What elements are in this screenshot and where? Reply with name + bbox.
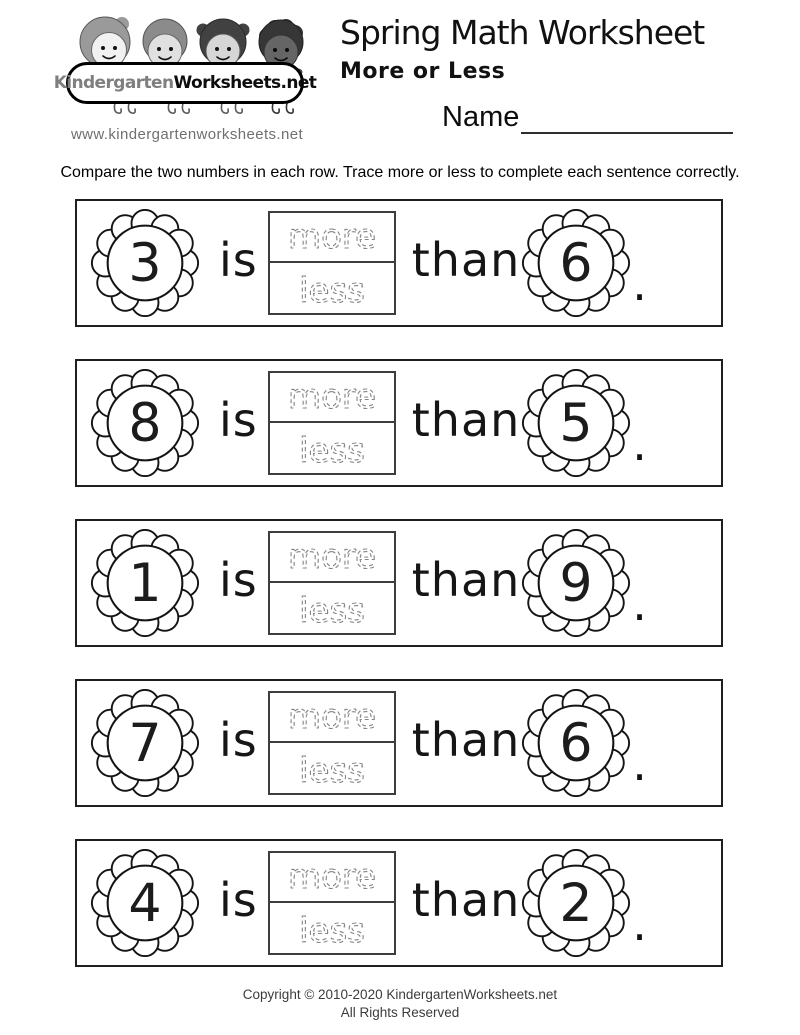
- sentence-period: .: [632, 417, 647, 471]
- rights-text: All Rights Reserved: [340, 1004, 460, 1020]
- header: [53, 13, 750, 143]
- trace-less-area[interactable]: [270, 743, 394, 793]
- flower-icon: [522, 369, 630, 477]
- name-line: [340, 100, 750, 134]
- right-number: 9: [559, 554, 593, 614]
- left-number: 7: [128, 714, 162, 774]
- svg-text:less: less: [298, 911, 365, 950]
- sentence-period: .: [632, 257, 647, 311]
- flower-icon: [91, 529, 199, 637]
- trace-more-area[interactable]: [270, 693, 394, 743]
- site-logo: [53, 14, 317, 143]
- left-number: 8: [128, 394, 162, 454]
- left-number: 4: [128, 874, 162, 934]
- legs-icon: [77, 103, 297, 118]
- trace-box[interactable]: [268, 851, 396, 955]
- sentence-period: .: [632, 577, 647, 631]
- problem-row-4: [75, 679, 723, 807]
- trace-word-more: [276, 856, 388, 898]
- left-number: 3: [128, 234, 162, 294]
- trace-box[interactable]: [268, 371, 396, 475]
- svg-text:more: more: [287, 537, 376, 577]
- trace-word-less: [276, 266, 388, 310]
- problem-row-3: [75, 519, 723, 647]
- name-label: Name: [442, 100, 520, 133]
- svg-text:less: less: [298, 751, 365, 790]
- trace-more-area[interactable]: [270, 533, 394, 583]
- trace-word-more: [276, 536, 388, 578]
- page-subtitle: More or Less: [340, 58, 506, 84]
- trace-word-more: [276, 216, 388, 258]
- flower-icon: [522, 689, 630, 797]
- trace-box[interactable]: [268, 211, 396, 315]
- trace-word-less: [276, 746, 388, 790]
- problem-row-5: [75, 839, 723, 967]
- flower-icon: [522, 529, 630, 637]
- right-number: 6: [559, 234, 593, 294]
- trace-less-area[interactable]: [270, 583, 394, 633]
- page-title: Spring Math Worksheet: [340, 13, 705, 52]
- logo-text-kindergarten: Kindergarten: [53, 73, 174, 93]
- word-is: is: [219, 393, 258, 447]
- problem-rows: [75, 199, 723, 999]
- problem-row-2: [75, 359, 723, 487]
- flower-icon: [91, 369, 199, 477]
- word-is: is: [219, 553, 258, 607]
- trace-word-more: [276, 696, 388, 738]
- trace-more-area[interactable]: [270, 373, 394, 423]
- flower-icon: [522, 209, 630, 317]
- svg-text:less: less: [298, 271, 365, 310]
- trace-more-area[interactable]: [270, 853, 394, 903]
- name-input-line[interactable]: [521, 100, 733, 134]
- logo-sign: [53, 62, 317, 104]
- flower-icon: [91, 209, 199, 317]
- instructions-text: Compare the two numbers in each row. Trace more or less to complete each sentence correctly.: [60, 164, 740, 181]
- problem-row-1: [75, 199, 723, 327]
- flower-icon: [91, 689, 199, 797]
- word-is: is: [219, 233, 258, 287]
- svg-text:more: more: [287, 857, 376, 897]
- footer: [0, 986, 800, 1021]
- flower-icon: [91, 849, 199, 957]
- trace-word-less: [276, 906, 388, 950]
- title-block: [340, 14, 750, 143]
- trace-box[interactable]: [268, 531, 396, 635]
- sentence-period: .: [632, 897, 647, 951]
- svg-text:less: less: [298, 431, 365, 470]
- child-boy1-icon: [143, 19, 187, 68]
- trace-less-area[interactable]: [270, 903, 394, 953]
- word-is: is: [219, 713, 258, 767]
- word-is: is: [219, 873, 258, 927]
- word-than: than: [411, 393, 521, 447]
- trace-more-area[interactable]: [270, 213, 394, 263]
- svg-text:more: more: [287, 217, 376, 257]
- word-than: than: [411, 873, 521, 927]
- child-girl1-icon: [80, 17, 130, 68]
- trace-word-less: [276, 586, 388, 630]
- trace-less-area[interactable]: [270, 263, 394, 313]
- website-url: www.kindergartenworksheets.net: [70, 126, 304, 143]
- right-number: 2: [559, 874, 593, 934]
- trace-box[interactable]: [268, 691, 396, 795]
- right-number: 6: [559, 714, 593, 774]
- word-than: than: [411, 553, 521, 607]
- trace-word-less: [276, 426, 388, 470]
- flower-icon: [522, 849, 630, 957]
- svg-text:less: less: [298, 591, 365, 630]
- svg-text:more: more: [287, 697, 376, 737]
- trace-less-area[interactable]: [270, 423, 394, 473]
- left-number: 1: [128, 554, 162, 614]
- trace-word-more: [276, 376, 388, 418]
- word-than: than: [411, 233, 521, 287]
- logo-text-worksheets: Worksheets.net: [173, 73, 317, 93]
- copyright-text: Copyright © 2010-2020 KindergartenWorksheets.net: [242, 987, 558, 1002]
- right-number: 5: [559, 394, 593, 454]
- sentence-period: .: [632, 737, 647, 791]
- child-girl2-icon: [197, 19, 250, 68]
- svg-text:more: more: [287, 377, 376, 417]
- word-than: than: [411, 713, 521, 767]
